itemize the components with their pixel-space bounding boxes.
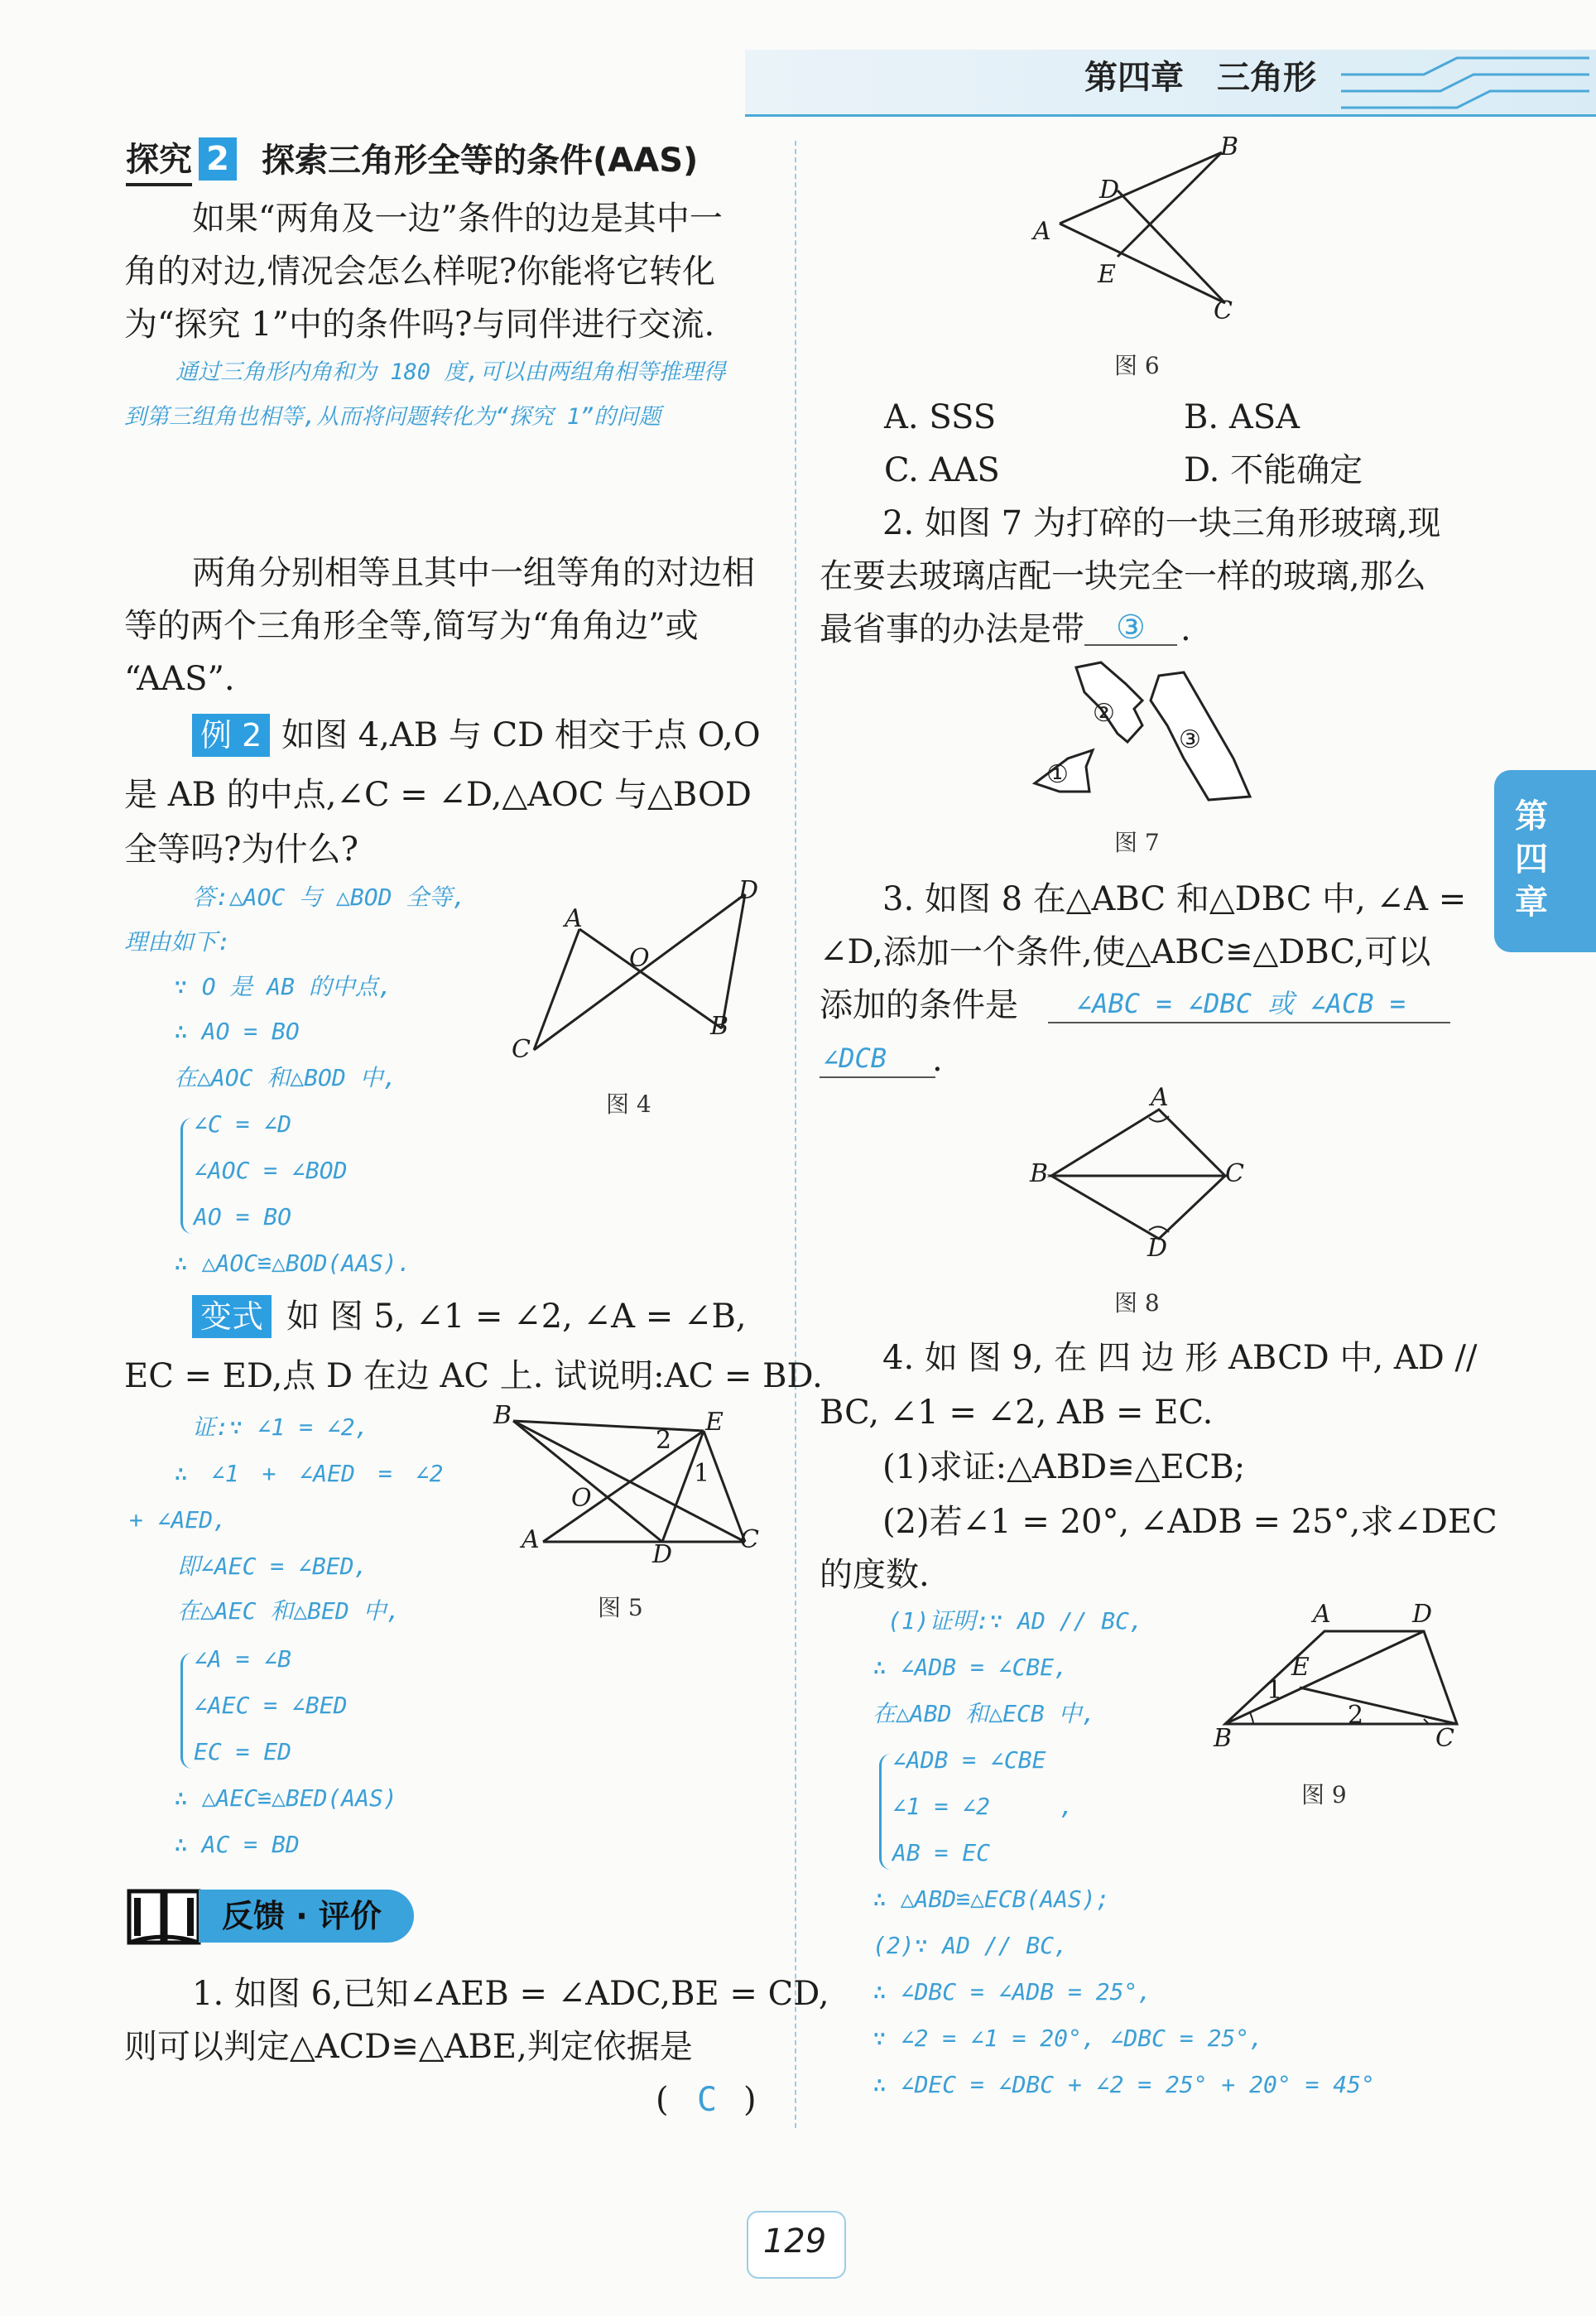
figure-5-label: 2 xyxy=(656,1426,672,1455)
option-d: D. 不能确定 xyxy=(1184,451,1363,489)
figure-5-label: B xyxy=(493,1401,512,1430)
figure-5-label: E xyxy=(705,1408,723,1437)
figure-4-label: O xyxy=(629,944,650,973)
figure-5-label: O xyxy=(571,1484,592,1513)
header-underline xyxy=(745,114,1596,117)
rule-line: “AAS”. xyxy=(124,660,235,698)
question-4-answer-line: ∴ ∠DEC = ∠DBC + ∠2 = 25° + 20° = 45° xyxy=(873,2071,1375,2098)
variant-answer-line: ∠AEC = ∠BED xyxy=(194,1692,348,1719)
question-4-line: 4. 如 图 9, 在 四 边 形 ABCD 中, AD // xyxy=(882,1339,1478,1377)
question-4-line: 的度数. xyxy=(820,1556,930,1594)
figure-9-label: E xyxy=(1291,1653,1310,1682)
figure-8-label: A xyxy=(1151,1083,1169,1112)
example-2-brace xyxy=(180,1118,193,1234)
figure-9-caption: 图 9 xyxy=(1301,1781,1347,1808)
question-4-answer-line: 在△ABD 和△ECB 中, xyxy=(873,1700,1096,1727)
explore-question-line: 如果“两角及一边”条件的边是其中一 xyxy=(192,200,723,238)
example-2-answer-line: 答:△AOC 与 △BOD 全等, xyxy=(192,884,467,911)
figure-4 xyxy=(497,878,762,1076)
figure-8-caption: 图 8 xyxy=(1114,1289,1160,1317)
figure-9-label: B xyxy=(1214,1724,1233,1753)
figure-6-label: D xyxy=(1099,176,1120,205)
question-4-answer-line: ∴ ∠ADB = ∠CBE, xyxy=(873,1654,1069,1681)
header-lines xyxy=(1341,50,1589,124)
figure-6-label: A xyxy=(1033,217,1051,246)
question-3-answer: ∠ABC = ∠DBC 或 ∠ACB = xyxy=(1076,988,1406,1019)
rule-line: 两角分别相等且其中一组等角的对边相 xyxy=(192,554,755,592)
question-3-line: ∠D,添加一个条件,使△ABC≌△DBC,可以 xyxy=(820,933,1431,971)
explore-answer-line: 通过三角形内角和为 180 度,可以由两组角相等推理得 xyxy=(175,359,726,385)
explore-question-line: 为“探究 1”中的条件吗?与同伴进行交流. xyxy=(124,306,715,344)
variant-answer-line: 在△AEC 和△BED 中, xyxy=(177,1597,401,1625)
question-2-line: 2. 如图 7 为打碎的一块三角形玻璃,现 xyxy=(882,504,1441,542)
question-3-end: . xyxy=(932,1041,943,1079)
figure-9-label: A xyxy=(1313,1600,1331,1629)
question-4-brace xyxy=(879,1754,892,1870)
figure-9-label: C xyxy=(1435,1724,1454,1753)
explore-question-line: 角的对边,情况会怎么样呢?你能将它转化 xyxy=(124,253,716,291)
question-4-line: (2)若∠1 = 20°, ∠ADB = 25°,求∠DEC xyxy=(882,1503,1497,1541)
explore-tag: 探究 xyxy=(126,137,192,186)
example-2-answer-line: ∴ AO = BO xyxy=(174,1018,300,1045)
question-2-line: 最省事的办法是带 xyxy=(820,610,1084,648)
figure-6-label: B xyxy=(1220,132,1239,161)
figure-4-label: B xyxy=(710,1012,729,1041)
example-2-answer-line: 理由如下: xyxy=(124,928,231,956)
figure-5-label: C xyxy=(740,1525,759,1554)
variant-line: 如 图 5, ∠1 = ∠2, ∠A = ∠B, xyxy=(286,1298,747,1336)
figure-9-label: 2 xyxy=(1348,1701,1364,1730)
question-4-answer-line: ∴ △ABD≌△ECB(AAS); xyxy=(873,1885,1110,1913)
header-title: 第四章 三角形 xyxy=(1084,59,1316,97)
figure-4-label: C xyxy=(512,1035,531,1064)
figure-6 xyxy=(1043,141,1242,323)
question-1-paren: ( xyxy=(656,2081,669,2119)
variant-answer-line: + ∠AED, xyxy=(129,1506,228,1534)
question-2-answer: ③ xyxy=(1116,609,1146,647)
figure-8 xyxy=(1035,1093,1250,1259)
figure-9-label: 1 xyxy=(1267,1676,1283,1705)
question-4-answer-line: AB = EC xyxy=(892,1839,991,1866)
figure-8-label: D xyxy=(1147,1234,1168,1263)
example-2-answer-line: ∴ △AOC≌△BOD(AAS). xyxy=(174,1249,411,1277)
question-1-paren: ) xyxy=(743,2081,757,2119)
variant-answer-line: ∴ ∠1 + ∠AED = ∠2 xyxy=(174,1460,444,1487)
question-4-line: (1)求证:△ABD≌△ECB; xyxy=(882,1448,1246,1486)
variant-answer-line: EC = ED xyxy=(194,1738,292,1765)
variant-answer-line: 即∠AEC = ∠BED, xyxy=(177,1553,368,1580)
figure-8-label: C xyxy=(1225,1159,1244,1188)
question-1-line: 1. 如图 6,已知∠AEB = ∠ADC,BE = CD, xyxy=(192,1975,829,2013)
question-2-line: 在要去玻璃店配一块完全一样的玻璃,那么 xyxy=(820,557,1426,595)
figure-4-caption: 图 4 xyxy=(606,1091,651,1118)
question-4-answer-line: ∵ ∠2 = ∠1 = 20°, ∠DBC = 25°, xyxy=(873,2025,1264,2052)
figure-6-caption: 图 6 xyxy=(1114,352,1160,379)
figure-5-label: A xyxy=(522,1525,540,1554)
figure-5-label: D xyxy=(652,1540,673,1569)
example-2-answer-line: ∠C = ∠D xyxy=(194,1110,292,1138)
figure-9-label: D xyxy=(1412,1600,1433,1629)
question-3-answer: ∠DCB xyxy=(823,1042,887,1074)
question-3-line: 3. 如图 8 在△ABC 和△DBC 中, ∠A = xyxy=(882,880,1467,918)
variant-answer-line: 证:∵ ∠1 = ∠2, xyxy=(192,1413,369,1441)
figure-5-caption: 图 5 xyxy=(598,1594,643,1621)
figure-7-caption: 图 7 xyxy=(1114,829,1160,856)
question-3-line: 添加的条件是 xyxy=(820,986,1018,1024)
example-2-label: 例 2 xyxy=(192,714,270,757)
explore-number: 2 xyxy=(199,137,237,181)
figure-7-label: ① xyxy=(1046,760,1069,789)
figure-7-label: ③ xyxy=(1179,725,1201,754)
book-icon xyxy=(124,1881,204,1949)
question-4-answer-line: (2)∵ AD // BC, xyxy=(873,1932,1069,1959)
variant-brace xyxy=(180,1653,193,1769)
example-2-answer-line: ∠AOC = ∠BOD xyxy=(194,1157,348,1184)
figure-8-label: B xyxy=(1030,1159,1049,1188)
feedback-title: 反馈 · 评价 xyxy=(222,1898,382,1934)
variant-answer-line: ∴ AC = BD xyxy=(174,1831,300,1858)
variant-line: EC = ED,点 D 在边 AC 上. 试说明:AC = BD. xyxy=(124,1357,823,1395)
rule-line: 等的两个三角形全等,简写为“角角边”或 xyxy=(124,607,699,645)
question-1-line: 则可以判定△ACD≌△ABE,判定依据是 xyxy=(124,2028,693,2066)
option-b: B. ASA xyxy=(1184,398,1300,436)
figure-4-label: A xyxy=(565,904,583,933)
page-number: 129 xyxy=(762,2222,827,2261)
variant-answer-line: ∠A = ∠B xyxy=(194,1645,292,1673)
question-1-answer: C xyxy=(697,2081,718,2119)
example-2-answer-line: ∵ O 是 AB 的中点, xyxy=(174,973,392,1000)
question-4-answer-line: ∠ADB = ∠CBE xyxy=(892,1746,1046,1774)
variant-label: 变式 xyxy=(192,1295,272,1338)
option-a: A. SSS xyxy=(884,398,997,436)
question-4-line: BC, ∠1 = ∠2, AB = EC. xyxy=(820,1394,1214,1432)
option-c: C. AAS xyxy=(884,451,1000,489)
figure-6-label: E xyxy=(1098,260,1116,289)
example-2-answer-line: AO = BO xyxy=(194,1203,292,1230)
column-divider xyxy=(795,141,796,2128)
variant-answer-line: ∴ △AEC≌△BED(AAS) xyxy=(174,1784,397,1812)
example-2-line: 全等吗?为什么? xyxy=(124,831,358,869)
example-2-line: 是 AB 的中点,∠C = ∠D,△AOC 与△BOD xyxy=(124,776,752,814)
figure-7-label: ② xyxy=(1093,699,1115,728)
example-2-answer-line: 在△AOC 和△BOD 中, xyxy=(174,1064,397,1091)
explore-answer-line: 到第三组角也相等,从而将问题转化为“探究 1”的问题 xyxy=(124,404,661,430)
figure-4-label: D xyxy=(738,876,759,905)
question-4-answer-line: ∴ ∠DBC = ∠ADB = 25°, xyxy=(873,1978,1152,2005)
question-2-end: . xyxy=(1180,610,1191,648)
example-2-line: 如图 4,AB 与 CD 相交于点 O,O xyxy=(281,716,761,754)
figure-5-label: 1 xyxy=(694,1459,710,1488)
question-4-answer-line: ∠1 = ∠2 , xyxy=(892,1793,1074,1820)
explore-title: 探索三角形全等的条件(AAS) xyxy=(262,142,699,180)
chapter-side-tab-label: 第四章 xyxy=(1515,797,1548,922)
question-4-answer-line: (1)证明:∵ AD // BC, xyxy=(887,1607,1143,1635)
figure-6-label: C xyxy=(1214,296,1233,325)
